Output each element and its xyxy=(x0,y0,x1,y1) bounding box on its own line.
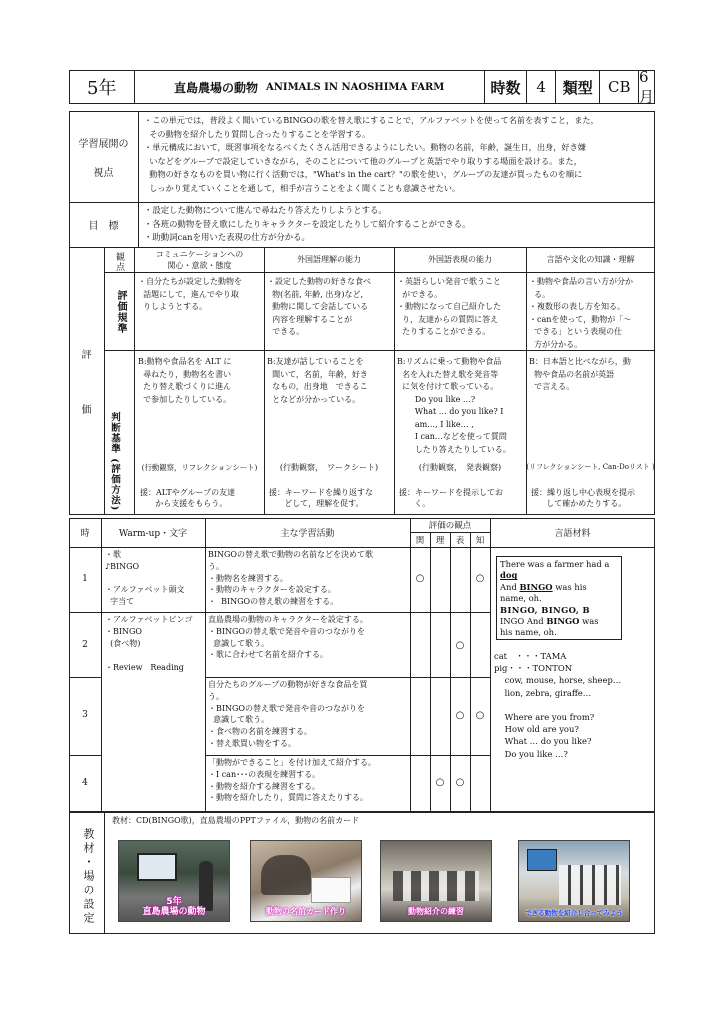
warmup-2: ・アルファベットビンゴ ・BINGO (食べ物) ・Review Reading xyxy=(105,615,193,672)
month: 6月 xyxy=(639,67,655,106)
mark: ○ xyxy=(475,573,485,584)
support-expression: 援：キーワードを提示してお く。 xyxy=(399,488,503,508)
ruikei-value: CB xyxy=(607,78,631,96)
col-divider xyxy=(264,247,265,515)
col-header-ji: 時 xyxy=(80,529,90,539)
title-cell xyxy=(135,71,485,103)
cards-figure xyxy=(311,877,351,903)
jisu-label-cell xyxy=(485,71,527,103)
row-number: 4 xyxy=(82,778,88,788)
col-header-interest: コミュニケーションへの 関心・意欲・態度 xyxy=(155,250,244,270)
method-knowledge: (リフレクションシート, Can-Doリスト ) xyxy=(526,463,655,471)
activity-4: 「動物ができること」を付け加えて紹介する。 ・I can･･･の表現を練習する。 ・動物を紹介する練習をする。 ・動物を紹介したり，質問に答えたりする。 xyxy=(208,758,376,803)
support-understanding: 援：キーワードを繰り返すな どして，理解を促す。 xyxy=(269,488,373,508)
activity-1: BINGOの替え歌で動物の名前などを決めて歌 う。 ・動物名を練習する。 ・動物のキャラクターを設定する。 ・ BINGOの替え歌の練習をする。 xyxy=(208,550,373,607)
materials-label: 教材・場の設定 xyxy=(82,828,95,926)
header-bar xyxy=(69,67,655,106)
screen-graphic xyxy=(527,849,557,871)
perspective-label-2: 視点 xyxy=(93,167,114,179)
activity-2: 直島農場の動物のキャラクターを設定する。 ・BINGOの替え歌で発音や音のつながりを 意識して歌う。 ・歌に合わせて名前を紹介する。 xyxy=(208,615,368,660)
title-jp: 直島農場の動物 xyxy=(174,80,259,95)
photo-caption: できる動物を紹介し合ってみよう xyxy=(525,909,623,917)
col-header-warmup: Warm-up・文字 xyxy=(118,529,188,539)
vocab-list: cat ・・・TAMA pig・・・TONTON cow, mouse, horse, sheep… lion, zebra, giraffe… Where are you from? How old are you? What … do you like? Do you like …? xyxy=(494,651,622,759)
row-number: 2 xyxy=(82,640,88,650)
judgement-expression: B:リズムに乗って動物や食品 名を入れた替え歌を発音等 に気を付けて歌っている。 Do you like …? What … do you like? I am…, I like… , I can…などを使って質問 したり答えたりしている。 xyxy=(397,357,511,454)
jisu-value: 4 xyxy=(536,78,546,96)
ruikei-value-cell xyxy=(600,71,639,103)
perspective-label-1: 学習展開の xyxy=(78,138,129,150)
col-divider xyxy=(410,518,411,812)
criteria-interest: ・自分たちが設定した動物を 話題にして，進んでやり取 りしようとする。 xyxy=(138,277,242,311)
warmup-1: ・歌 ♪BINGO ・アルファベット頭文 字当て xyxy=(105,550,185,607)
col-divider xyxy=(526,247,527,515)
row-divider xyxy=(205,677,490,678)
plan-header-bottom xyxy=(69,547,655,548)
col-header-knowledge: 言語や文化の知識・理解 xyxy=(546,255,635,264)
col-divider xyxy=(205,518,206,812)
row-divider xyxy=(69,677,101,678)
mark: ○ xyxy=(455,640,465,651)
perspective-text: ・この単元では，普段よく聞いているBINGOの歌を替え歌にすることで，アルファベットを使って名前を表すこと，また， その動物を紹介したり質問し合ったりすることを学習する。 ・単元構成において，既習事項をなるべくたくさん活用できるようにしたい。動物の名前，年齢，誕生日，出身，好き嫌 いなどをグループで設定していきながら，そのことについて他のグループと英語でやり取りする場面を設ける。また， 動物の好きなものを買い物に行く活動では，"What's in the cart？"の歌を使い，グループの友達が買ったものを順に しっかり覚えていくことを通して，相手が言うことをよく聞くことも意識させたい。 xyxy=(144,115,599,193)
grade: 5年 xyxy=(87,78,117,99)
col-header-understanding: 外国語理解の能力 xyxy=(297,255,361,264)
divider xyxy=(69,202,655,203)
divider xyxy=(105,272,655,273)
method-interest: (行動観察，リフレクションシート) xyxy=(141,463,258,472)
jisu-value-cell xyxy=(527,71,556,103)
goals-label-cell xyxy=(69,202,139,247)
lyrics-line: BINGO, BINGO, B xyxy=(500,604,590,615)
col-header-material: 言語材料 xyxy=(554,529,591,539)
photo-caption: 5年 直島農場の動物 xyxy=(142,897,206,917)
evaluation-label-cell xyxy=(69,247,105,515)
mark: ○ xyxy=(435,777,445,788)
photo-presentation xyxy=(518,840,630,922)
kijun-label: 評価規準 xyxy=(115,290,126,334)
photo-caption: 動物紹介の練習 xyxy=(408,907,464,916)
row-divider xyxy=(101,612,205,613)
kanten-label: 観点 xyxy=(114,252,124,272)
lyrics-line: And BINGO was his xyxy=(500,581,587,592)
col-divider xyxy=(101,518,102,812)
row-number: 1 xyxy=(82,574,88,584)
grade-cell xyxy=(70,71,135,103)
activity-3: 自分たちのグループの動物が好きな食品を買 う。 ・BINGOの替え歌で発音や音のつながりを 意識して歌う。 ・食べ物の名前を練習する。 ・替え歌買い物をする。 xyxy=(208,680,368,748)
photo-caption: 動物の名前カード作り xyxy=(266,907,346,916)
col-header-activity: 主な学習活動 xyxy=(280,529,335,539)
mark: ○ xyxy=(415,573,425,584)
col-header-expression: 外国語表現の能力 xyxy=(428,255,492,264)
month-cell xyxy=(639,67,655,106)
kanten-sub-ri: 理 xyxy=(435,536,445,546)
lyrics-line: his name, oh. xyxy=(500,627,557,638)
photo-intro-practice xyxy=(380,840,492,922)
mark: ○ xyxy=(475,710,485,721)
title-en: ANIMALS IN NAOSHIMA FARM xyxy=(266,81,445,93)
method-expression: (行動観察， 発表観察) xyxy=(418,463,502,472)
evaluation-label-ka: 価 xyxy=(81,405,92,416)
col-divider xyxy=(430,532,431,812)
lyrics-line: dog xyxy=(500,570,518,581)
judgement-understanding: B:友達が話していることを 聞いて，名前，年齢，好き なもの，出身地 できるこ となどが分かっている。 xyxy=(267,357,368,404)
ruikei-label-cell xyxy=(556,71,600,103)
row-divider xyxy=(205,612,490,613)
kanten-sub-hyo: 表 xyxy=(455,536,465,546)
judgement-knowledge: B：日本語と比べながら，動 物や食品の名前が英語 で言える。 xyxy=(529,357,631,391)
kanten-sub-chi: 知 xyxy=(475,536,485,546)
students-figure xyxy=(559,865,621,905)
support-interest: 援：ALTやグループの友達 から支援をもらう。 xyxy=(140,488,236,508)
col-divider xyxy=(490,518,491,812)
ruikei-label: 類型 xyxy=(562,78,593,97)
hoho-label: 判断基準 (評価方法) xyxy=(109,412,120,512)
col-header-kanten: 評価の観点 xyxy=(428,521,472,531)
students-figure xyxy=(261,855,311,895)
kanten-sub-kan: 関 xyxy=(415,536,425,546)
criteria-knowledge: ・動物や食品の言い方が分か る。 ・複数形の表し方を知る。 ・canを使って，動物が「～ できる」という表現の仕 方が分かる。 xyxy=(529,277,633,349)
goals-label: 目 標 xyxy=(88,221,119,232)
lyrics-line: INGO And BINGO was xyxy=(500,616,599,627)
judgement-interest: B:動物や食品名を ALT に 尋ねたり，動物名を書い たり替え歌づくりに進ん で参加したりしている。 xyxy=(138,357,232,404)
divider xyxy=(69,247,655,248)
row-divider xyxy=(69,612,101,613)
mark: ○ xyxy=(455,710,465,721)
lyrics-box xyxy=(496,556,622,640)
materials-text: 教材：CD(BINGO歌)，直島農場のPPTファイル，動物の名前カード xyxy=(112,816,360,825)
screen-graphic xyxy=(137,853,177,881)
row-number: 3 xyxy=(82,710,88,720)
evaluation-label-hyo: 評 xyxy=(81,350,92,361)
mark: ○ xyxy=(455,777,465,788)
col-divider xyxy=(394,247,395,515)
lyrics-line: There was a farmer had a xyxy=(500,559,610,569)
criteria-expression: ・英語らしい発音で歌うこと ができる。 ・動物になって自己紹介した り，友達からの質問に答え たりすることができる。 xyxy=(397,277,501,336)
support-knowledge: 援：繰り返し中心表現を提示 して確かめたりする。 xyxy=(531,488,635,508)
goals-text: ・設定した動物について進んで尋ねたり答えたりしようとする。 ・各班の動物を替え歌にしたりキャラクターを設定したりして紹介することができる。 ・助動詞canを用いた表現の仕方が分かる。 xyxy=(144,205,471,242)
method-understanding: (行動観察， ワークシート) xyxy=(279,463,379,472)
kanten-sub-divider xyxy=(410,532,490,533)
lyrics-line: name, oh. xyxy=(500,593,542,604)
jisu-label: 時数 xyxy=(490,78,521,97)
perspective-label-cell xyxy=(69,111,139,202)
row-divider xyxy=(69,755,101,756)
row-divider xyxy=(205,755,490,756)
criteria-understanding: ・設定した動物の好きな食べ 物(名前, 年齢, 出身)など, 動物に関して会話している 内容を理解することが できる。 xyxy=(267,277,371,336)
photo-classroom-ppt xyxy=(118,840,230,922)
students-figure xyxy=(393,871,479,901)
photo-name-cards xyxy=(250,840,362,922)
col-divider xyxy=(450,532,451,812)
